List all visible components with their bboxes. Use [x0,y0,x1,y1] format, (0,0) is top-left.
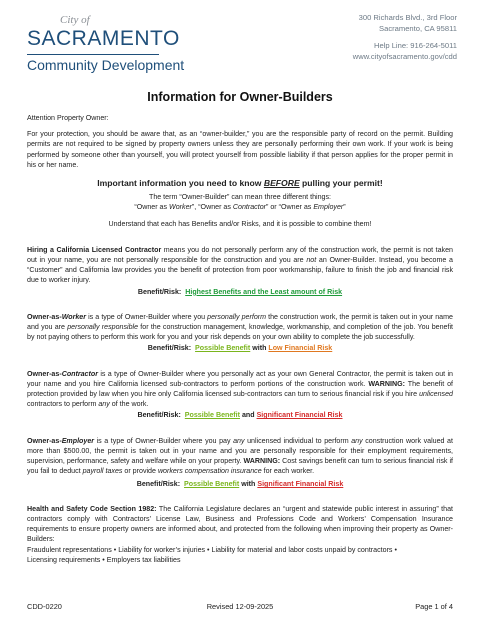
hsc-list-line-2: Licensing requirements • Employers tax liabilities [27,555,181,564]
understand-line: Understand that each has Benefits and/or Risks, and it is possible to combine them! [108,219,372,228]
revised-date: Revised 12-09-2025 [206,602,274,611]
hsc-list-line-1: Fraudulent representations • Liability for worker’s injuries • Liability for material and labor costs unpaid by contractors • [27,545,397,554]
contractor-risk: Benefit/Risk: Possible Benefit and Significant Financial Risk [137,411,343,420]
hsc-paragraph: Health and Safety Code Section 1982: The California Legislature declares an “urgent and statewide public interest in assuring” that contractors comply with Contractors’ License Law, Business and Professions Code and Workers’ Compensation Insurance requirements to ensure property owners are informed about, and protected from the following when improving their property as Owner-Builders: [27,504,454,544]
employer-risk: Benefit/Risk: Possible Benefit with Significant Financial Risk [136,480,344,489]
section-hiring [27,245,453,297]
section-worker [27,312,453,354]
contact-block [353,12,457,62]
meanings-line: “Owner as Worker”, “Owner as Contractor” or “Owner as Employer” [134,203,346,212]
worker-paragraph: Owner-as-Worker is a type of Owner-Builder where you personally perform the construction work, the permit is taken out in your name and you are personally responsible for the construction management, knowledge, workmanship, and completion of the job. You benefit by not paying others to perform this work for you and your risk depends on your own ability to complete the job successfully. [27,312,453,342]
page-title: Information for Owner-Builders [147,90,333,104]
employer-paragraph: Owner-as-Employer is a type of Owner-Builder where you pay any unlicensed individual to perform any construction work valued at more than $500.00, the permit is taken out in your name and you are personally responsible for their employment requirements, supervision, performance, safety and welfare while on your property. WARNING: Cost savings benefit can turn to serious financial risk if you fail to deduct payroll taxes or provide workers compensation insurance for each worker. [27,436,453,476]
letterhead [27,12,457,78]
hiring-risk: Benefit/Risk: Highest Benefits and the Least amount of Risk [137,287,343,296]
section-hsc-1982 [27,504,453,565]
before-emphasis: BEFORE [263,178,300,189]
term-line: The term “Owner-Builder” can mean three different things: [148,193,332,202]
contractor-paragraph: Owner-as-Contractor is a type of Owner-Builder where you personally act as your own General Contractor, the permit is taken out in your name and you hire California licensed sub-contractors to perform portions of the construction work. WARNING: The benefit of protection provided by law when you hire only California licensed sub-contractors can turn to serious financial risk if you hire unlicensed contractors to perform any of the work. [27,369,453,409]
page-number: Page 1 of 4 [415,602,453,611]
city-logo [27,12,197,78]
important-heading: Important information you need to know BEFORE pulling your permit! [97,178,383,189]
intro-paragraph: For your protection, you should be aware that, as an “owner-builder,” you are the responsible party of record on the permit. Building permits are not required to be signed by property owners unless they are personally performing their own work. If your work is being performed by someone other than yourself, you will protect yourself from possible liability if that person applies for the proper permit in his or her name. [27,130,453,169]
help-line: Help Line: 916-264-5011 [373,41,457,50]
section-contractor [27,369,453,421]
worker-risk: Benefit/Risk: Possible Benefit with Low Financial Risk [147,344,333,353]
logo-sacramento: SACRAMENTO [27,27,180,50]
document-body [27,113,453,565]
form-number: CDD-0220 [27,602,62,611]
logo-rule [27,54,159,55]
logo-community-development: Community Development [27,57,185,73]
address-line-2: Sacramento, CA 95811 [379,24,457,33]
logo-city-of: City of [60,14,90,26]
hiring-paragraph: Hiring a California Licensed Contractor means you do not personally perform any of the construction work, the permit is not taken out in your name, you are not personally responsible for the construction and you are not an Owner-Builder. Instead, you become a “Customer” and California law provides you the benefit of protection from poor workmanship, failure to finish the job and financial risk due to worker injury. [27,245,453,285]
salutation: Attention Property Owner: [27,114,109,122]
section-employer [27,436,453,490]
address-line-1: 300 Richards Blvd., 3rd Floor [358,13,457,22]
website-link[interactable]: www.cityofsacramento.gov/cdd [352,52,457,61]
